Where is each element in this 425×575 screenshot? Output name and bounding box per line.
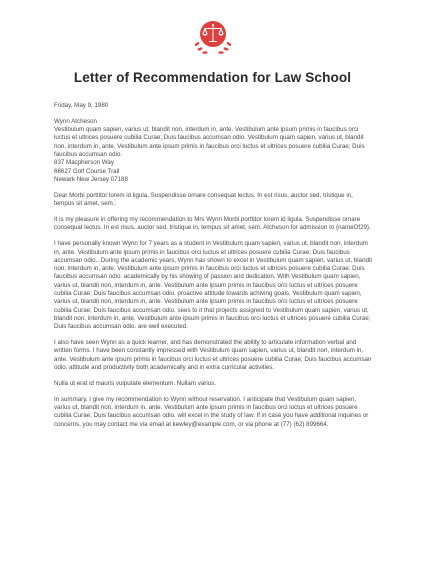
letter-body <box>54 102 374 437</box>
recipient-intro: Vestibulum quam sapien, varius ut, blandit non, interdum in, ante. Vestibulum ante ipsum primis in faucibus orci luctus et ultrices posuere cubilia Curae; Duis faucibus accumsan odio. Vestibulum quam sapien, varius ut, blandit non, interdum in, ante. Vestibulum ante ipsum primis in faucibus orci luctus et ultrices posuere cubilia Curae; Duis faucibus accumsan odio. <box>54 126 365 159</box>
body-paragraph: Nulla ut erat id mauris vulputate elementum. Nullam varius. <box>54 379 216 387</box>
body-paragraph: I also have seen Wynn as a quick learner, and has demonstrated the ability to articulate information verbal and written forms. I have been constantly impressed with Vestibulum quam sapien, varius ut, blandit non, interdum in, ante. Vestibulum ante ipsum primis in faucibus orci luctus et ultrices posuere cubilia Curae; Duis faucibus accumsan odio. attitude and productivity both academically and in extra curricular activities. <box>54 339 372 371</box>
recipient-address-line-3: Newark New Jersey 07188 <box>54 175 128 183</box>
recipient-address-line-2: 68627 Golf Course Trail <box>54 167 120 175</box>
salutation: Dear Morbi porttitor lorem id ligula. Suspendisse ornare consequat lectus. In est risus, auctor sed, tristique in, tempus sit amet, sem.: <box>54 191 353 208</box>
recipient-address-line-1: 837 Macpherson Way <box>54 159 114 167</box>
letter-date: Friday, May 9, 1980 <box>54 102 109 109</box>
recipient-name: Wynn Atcheson <box>54 117 97 125</box>
body-paragraph: I have personally known Wynn for 7 years as a student in Vestibulum quam sapien, varius ut, blandit non, interdum in, ante. Vestibulum ante ipsum primis in faucibus orci luctus et ultrices posuere cubilia Curae; Duis faucibus accumsan odio.. During the academic years, Wynn has shown to excel in Vestibulum quam sapien, varius ut, blandit non, interdum in, ante. Vestibulum ante ipsum primis in faucibus orci luctus et ultrices posuere cubilia Curae; Duis faucibus accumsan odio. academically by his showing of passion and dedication. With Vestibulum quam sapien, varius ut, blandit non, interdum in, ante. Vestibulum ante ipsum primis in faucibus orci luctus et ultrices posuere cubilia Curae; Duis faucibus accumsan odio. proactive attitude towards achiving goals, Vestibulum quam sapien, varius ut, blandit non, interdum in, ante. Vestibulum ante ipsum primis in faucibus orci luctus et ultrices posuere cubilia Curae; Duis faucibus accumsan odio. sees to it that projects assigned to Vestibulum quam sapien, varius ut, blandit non, interdum in, ante. Vestibulum ante ipsum primis in faucibus orci luctus et ultrices posuere cubilia Curae; Duis faucibus accumsan odio. are well executed. <box>54 240 373 331</box>
body-paragraph: In summary, I give my recommendation to Wynn without reservation. I anticipate that Vestibulum quam sapien, varius ut, blandit non, interdum in, ante. Vestibulum ante ipsum primis in faucibus orci luctus et ultrices posuere cubilia Curae; Duis faucibus accumsan odio. will excel in the study of law. If in case you have additional inquiries or concerns, you may contact me via email at kewley@example.com, or via phone at (77) (62) 899664. <box>54 395 369 428</box>
scales-of-justice-logo-icon <box>188 14 238 58</box>
body-paragraph: It is my pleasure in offering my recommendation to Mrs Wynn Morbi porttitor lorem id ligula. Suspendisse ornare consequat lectus. In est risus, auctor sed, tristique in, tempus sit amet, sem. Atcheson for admission to {nameOf29}. <box>54 216 371 232</box>
recipient-block <box>54 118 374 184</box>
letter-title: Letter of Recommendation for Law School <box>73 70 352 85</box>
